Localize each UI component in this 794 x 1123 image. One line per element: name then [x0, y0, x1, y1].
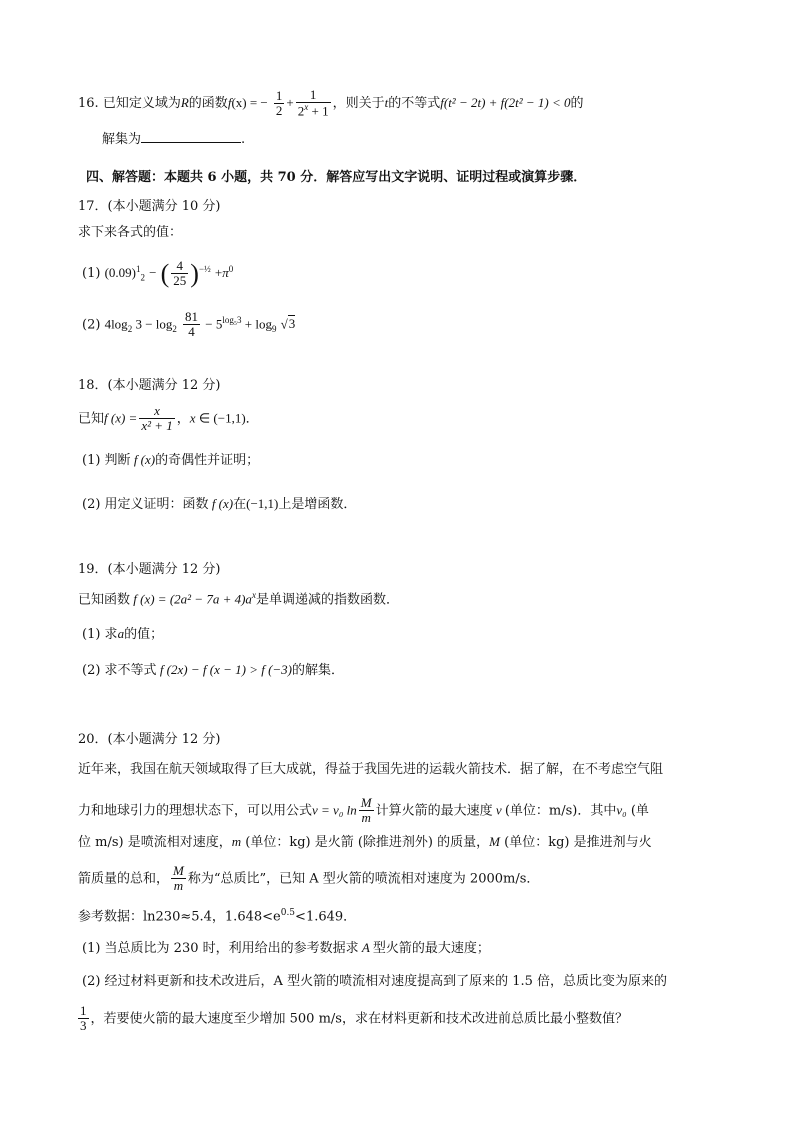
q16-line2: 解集为 . [102, 132, 246, 147]
q20-line1: 近年来，我国在航天领域取得了巨大成就，得益于我国先进的运载火箭技术．据了解，在不考虑空气阻 [78, 762, 664, 777]
q16-inequality: f(t² − 2t) + f(2t² − 1) < 0 [440, 94, 571, 110]
q17-part2: (2) $4\log_2$ $3 - \log_2$ $\frac{81}{4}$ − $5^{log_53} + \log_9 √3$ [82, 309, 296, 340]
q16-line1: 16. 已知定义域为R的函数f(x) = − $\frac{1}{2}$ + $\frac{1}{2^x + 1}$ ，则关于t的不等式f(t² − 2t) + f(2t² − 1) < 0的 [78, 87, 584, 119]
q20-part2-cont: $\frac{1}{3}$ ，若要使火箭的最大速度至少增加 500 m/s，求在材料更新和技术改进前总质比最小整数值？ [80, 1003, 628, 1034]
q20-head: 20．(本小题满分 12 分) [78, 732, 221, 747]
q17-part1: (1) $(0.09)^1_2$ − ( $\frac{4}{25}$ )$^{-\frac{1}{2}} +\pi^0$ [82, 257, 234, 289]
q17-head: 17．(本小题满分 10 分) [78, 199, 221, 214]
q18-head: 18．(本小题满分 12 分) [78, 378, 221, 393]
q18-given: 已知f (x) = $\frac{x}{\text{x² + 1}}$ ，x ∈ (−1,1)． [78, 403, 259, 434]
q16-frac-exp: $\frac{1}{2^x + 1}$ [297, 87, 329, 119]
q18-part2: (2) 用定义证明：函数 f (x)在(−1,1)上是增函数． [82, 496, 357, 512]
q20-part1: (1) 当总质比为 230 时，利用给出的参考数据求 A 型火箭的最大速度； [82, 940, 490, 956]
q20-reference: 参考数据：ln230≈5.4，$1.648<e^{0.5}<1.649$． [78, 908, 357, 925]
q20-part2: (2) 经过材料更新和技术改进后，A 型火箭的喷流相对速度提高到了原来的 1.5 倍，总质比变为原来的 [82, 974, 668, 989]
q19-head: 19．(本小题满分 12 分) [78, 562, 221, 577]
q16-frac-half: $\frac{1}{2}$ [275, 87, 283, 118]
q20-line3: 位 m/s) 是喷流相对速度，m (单位：kg) 是火箭 (除推进剂外) 的质量，M (单位：kg) 是推进剂与火 [78, 834, 652, 850]
q17-intro: 求下来各式的值： [78, 225, 183, 240]
q18-part1: (1) 判断 f (x)的奇偶性并证明； [82, 452, 260, 468]
q20-line4: 箭质量的总和， $\frac{M}{m}$ 称为“总质比”，已知 A 型火箭的喷流相对速度为 2000m/s． [78, 863, 540, 894]
q19-part2: (2) 求不等式 f (2x) − f (x − 1) > f (−3)的解集． [82, 662, 345, 678]
q16-number: 16. [78, 95, 99, 111]
section-heading: 四、解答题：本题共 6 小题，共 70 分．解答应写出文字说明、证明过程或演算步骤． [86, 170, 587, 185]
q20-line2: 力和地球引力的理想状态下，可以用公式v = v₀ ln $\frac{M}{m}$ 计算火箭的最大速度 v (单位：m/s)．其中v₀ (单 [78, 795, 649, 826]
q19-given: 已知函数 f $(x) = (2a^2 - 7a + 4)a^x$是单调递减的指数函数． [78, 590, 399, 608]
q19-part1: (1) 求a的值； [82, 626, 164, 642]
answer-blank[interactable] [141, 130, 241, 143]
